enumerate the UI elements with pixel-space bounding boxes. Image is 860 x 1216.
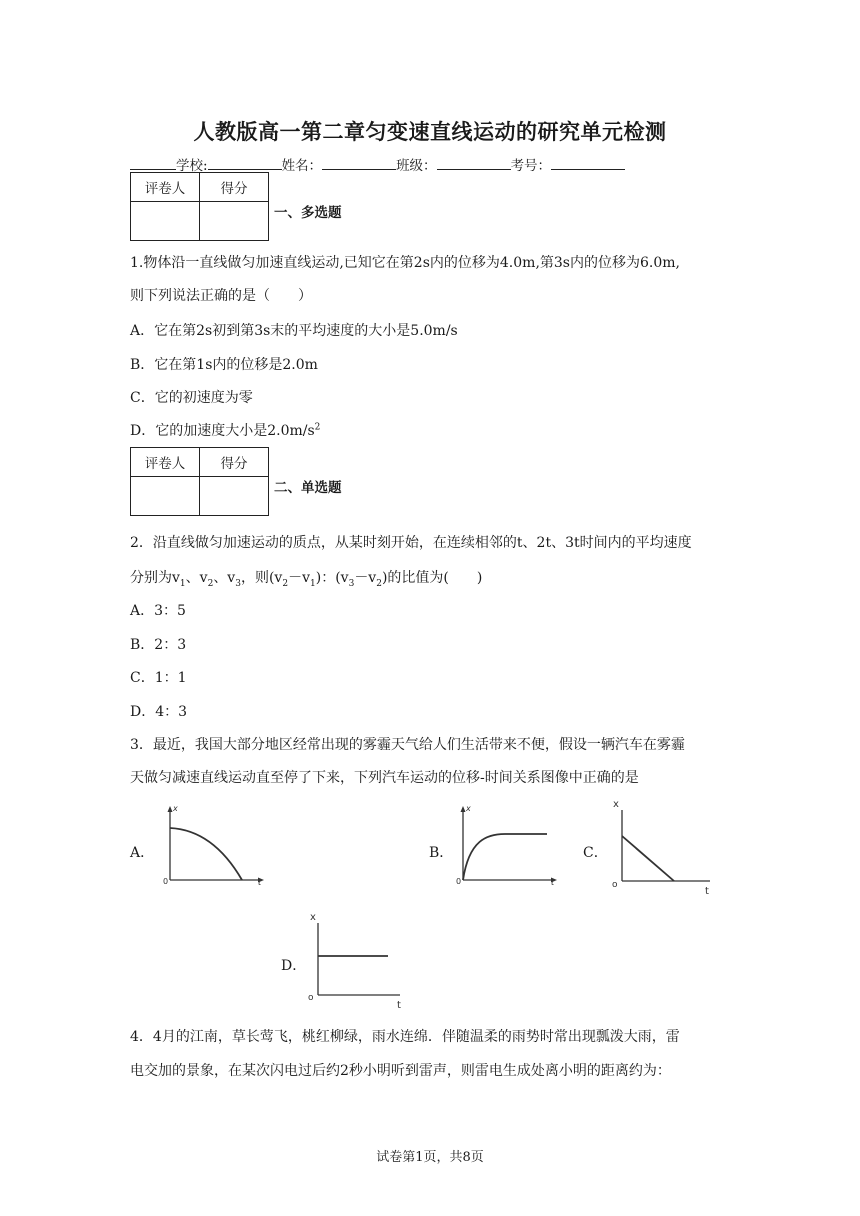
score-table-1 <box>130 172 269 241</box>
q2-text: 分别为v <box>130 570 180 586</box>
score-table-2 <box>130 447 269 516</box>
q2-text: 、v <box>213 570 236 586</box>
q2-text: )：(v <box>315 570 349 586</box>
q3-graph-c <box>608 798 720 898</box>
q1-option-d-sup: 2 <box>314 422 321 433</box>
axis-x-label: x <box>466 804 471 813</box>
q1-option-d-text: D．它的加速度大小是2.0m/s <box>130 423 315 439</box>
reviewer-header: 评卷人 <box>131 448 200 477</box>
q1-option-d <box>130 420 320 440</box>
q3-option-b-label: B． <box>429 845 454 861</box>
exam-no-label: 考号： <box>510 158 552 174</box>
q2-text: ，则(v <box>240 570 283 586</box>
q2-sub: 2 <box>282 578 289 589</box>
q2-sub: 3 <box>348 578 355 589</box>
name-label: 姓名： <box>281 158 323 174</box>
q1-stem-line1: 1.物体沿一直线做匀加速直线运动,已知它在第2s内的位移为4.0m,第3s内的位移为6.0m, <box>130 255 680 271</box>
q2-text: 、v <box>185 570 208 586</box>
score-cell <box>200 477 269 516</box>
axis-t-label: t <box>705 886 709 897</box>
axis-t-label: t <box>551 878 555 887</box>
score-cell <box>200 202 269 241</box>
school-label: 学校: <box>176 158 208 174</box>
score-header: 得分 <box>200 448 269 477</box>
axis-x-label: x <box>310 912 316 923</box>
q3-graph-a <box>158 800 273 888</box>
q2-sub: 3 <box>235 578 241 589</box>
q3-option-a-label: A． <box>130 845 155 861</box>
origin-label: o <box>612 880 618 890</box>
origin-label: o <box>308 993 314 1003</box>
q2-option-d: D．4：3 <box>130 704 188 720</box>
section-heading-1: 一、多选题 <box>274 205 342 221</box>
q2-sub: 1 <box>179 578 186 589</box>
q2-text: －v <box>354 570 377 586</box>
page-title: 人教版高一第二章匀变速直线运动的研究单元检测 <box>193 120 667 144</box>
q2-text: )的比值为( ) <box>381 570 483 586</box>
q1-stem-line2: 则下列说法正确的是（ ） <box>130 288 312 304</box>
q1-option-b: B．它在第1s内的位移是2.0m <box>130 357 318 373</box>
q3-stem-line2: 天做匀减速直线运动直至停了下来，下列汽车运动的位移-时间关系图像中正确的是 <box>130 770 639 786</box>
reviewer-header: 评卷人 <box>131 173 200 202</box>
q2-option-c: C．1：1 <box>130 670 187 686</box>
axis-x-label: x <box>613 799 619 810</box>
q1-option-c: C．它的初速度为零 <box>130 390 253 406</box>
q3-graph-d <box>302 911 414 1011</box>
q1-option-a: A．它在第2s初到第3s末的平均速度的大小是5.0m/s <box>130 323 458 339</box>
reviewer-cell <box>131 477 200 516</box>
school-blank[interactable] <box>208 157 282 170</box>
class-blank[interactable] <box>437 157 511 170</box>
q4-stem-line1: 4．4月的江南，草长莺飞，桃红柳绿，雨水连绵．伴随温柔的雨势时常出现瓢泼大雨，雷 <box>130 1029 680 1045</box>
student-info-line <box>130 154 625 174</box>
reviewer-cell <box>131 202 200 241</box>
q2-option-b: B．2：3 <box>130 637 187 653</box>
axis-x-label: x <box>173 804 178 813</box>
score-header: 得分 <box>200 173 269 202</box>
q4-stem-line2: 电交加的景象，在某次闪电过后约2秒小明听到雷声，则雷电生成处离小明的距离约为： <box>130 1063 671 1079</box>
q2-sub: 1 <box>310 578 316 589</box>
q3-option-c-label: C． <box>583 845 608 861</box>
name-blank[interactable] <box>322 157 396 170</box>
class-label: 班级： <box>396 158 437 174</box>
q2-sub: 2 <box>207 578 214 589</box>
origin-label: 0 <box>456 877 462 886</box>
q2-stem-line1: 2．沿直线做匀加速运动的质点，从某时刻开始，在连续相邻的t、2t、3t时间内的平均速度 <box>130 535 692 551</box>
lead-blank <box>130 157 176 170</box>
section-heading-2: 二、单选题 <box>274 480 342 496</box>
q3-option-d-label: D． <box>281 958 307 974</box>
axis-t-label: t <box>397 1000 401 1011</box>
page-footer: 试卷第1页，共8页 <box>376 1150 484 1165</box>
q2-text: －v <box>288 570 310 586</box>
origin-label: 0 <box>163 877 169 886</box>
q3-stem-line1: 3．最近，我国大部分地区经常出现的雾霾天气给人们生活带来不便，假设一辆汽车在雾霾 <box>130 737 685 753</box>
exam-no-blank[interactable] <box>551 157 625 170</box>
q2-option-a: A．3：5 <box>130 603 186 619</box>
q3-graph-b <box>451 800 566 888</box>
q2-sub: 2 <box>376 578 382 589</box>
q2-stem-line2 <box>130 567 482 589</box>
axis-t-label: t <box>258 878 262 887</box>
